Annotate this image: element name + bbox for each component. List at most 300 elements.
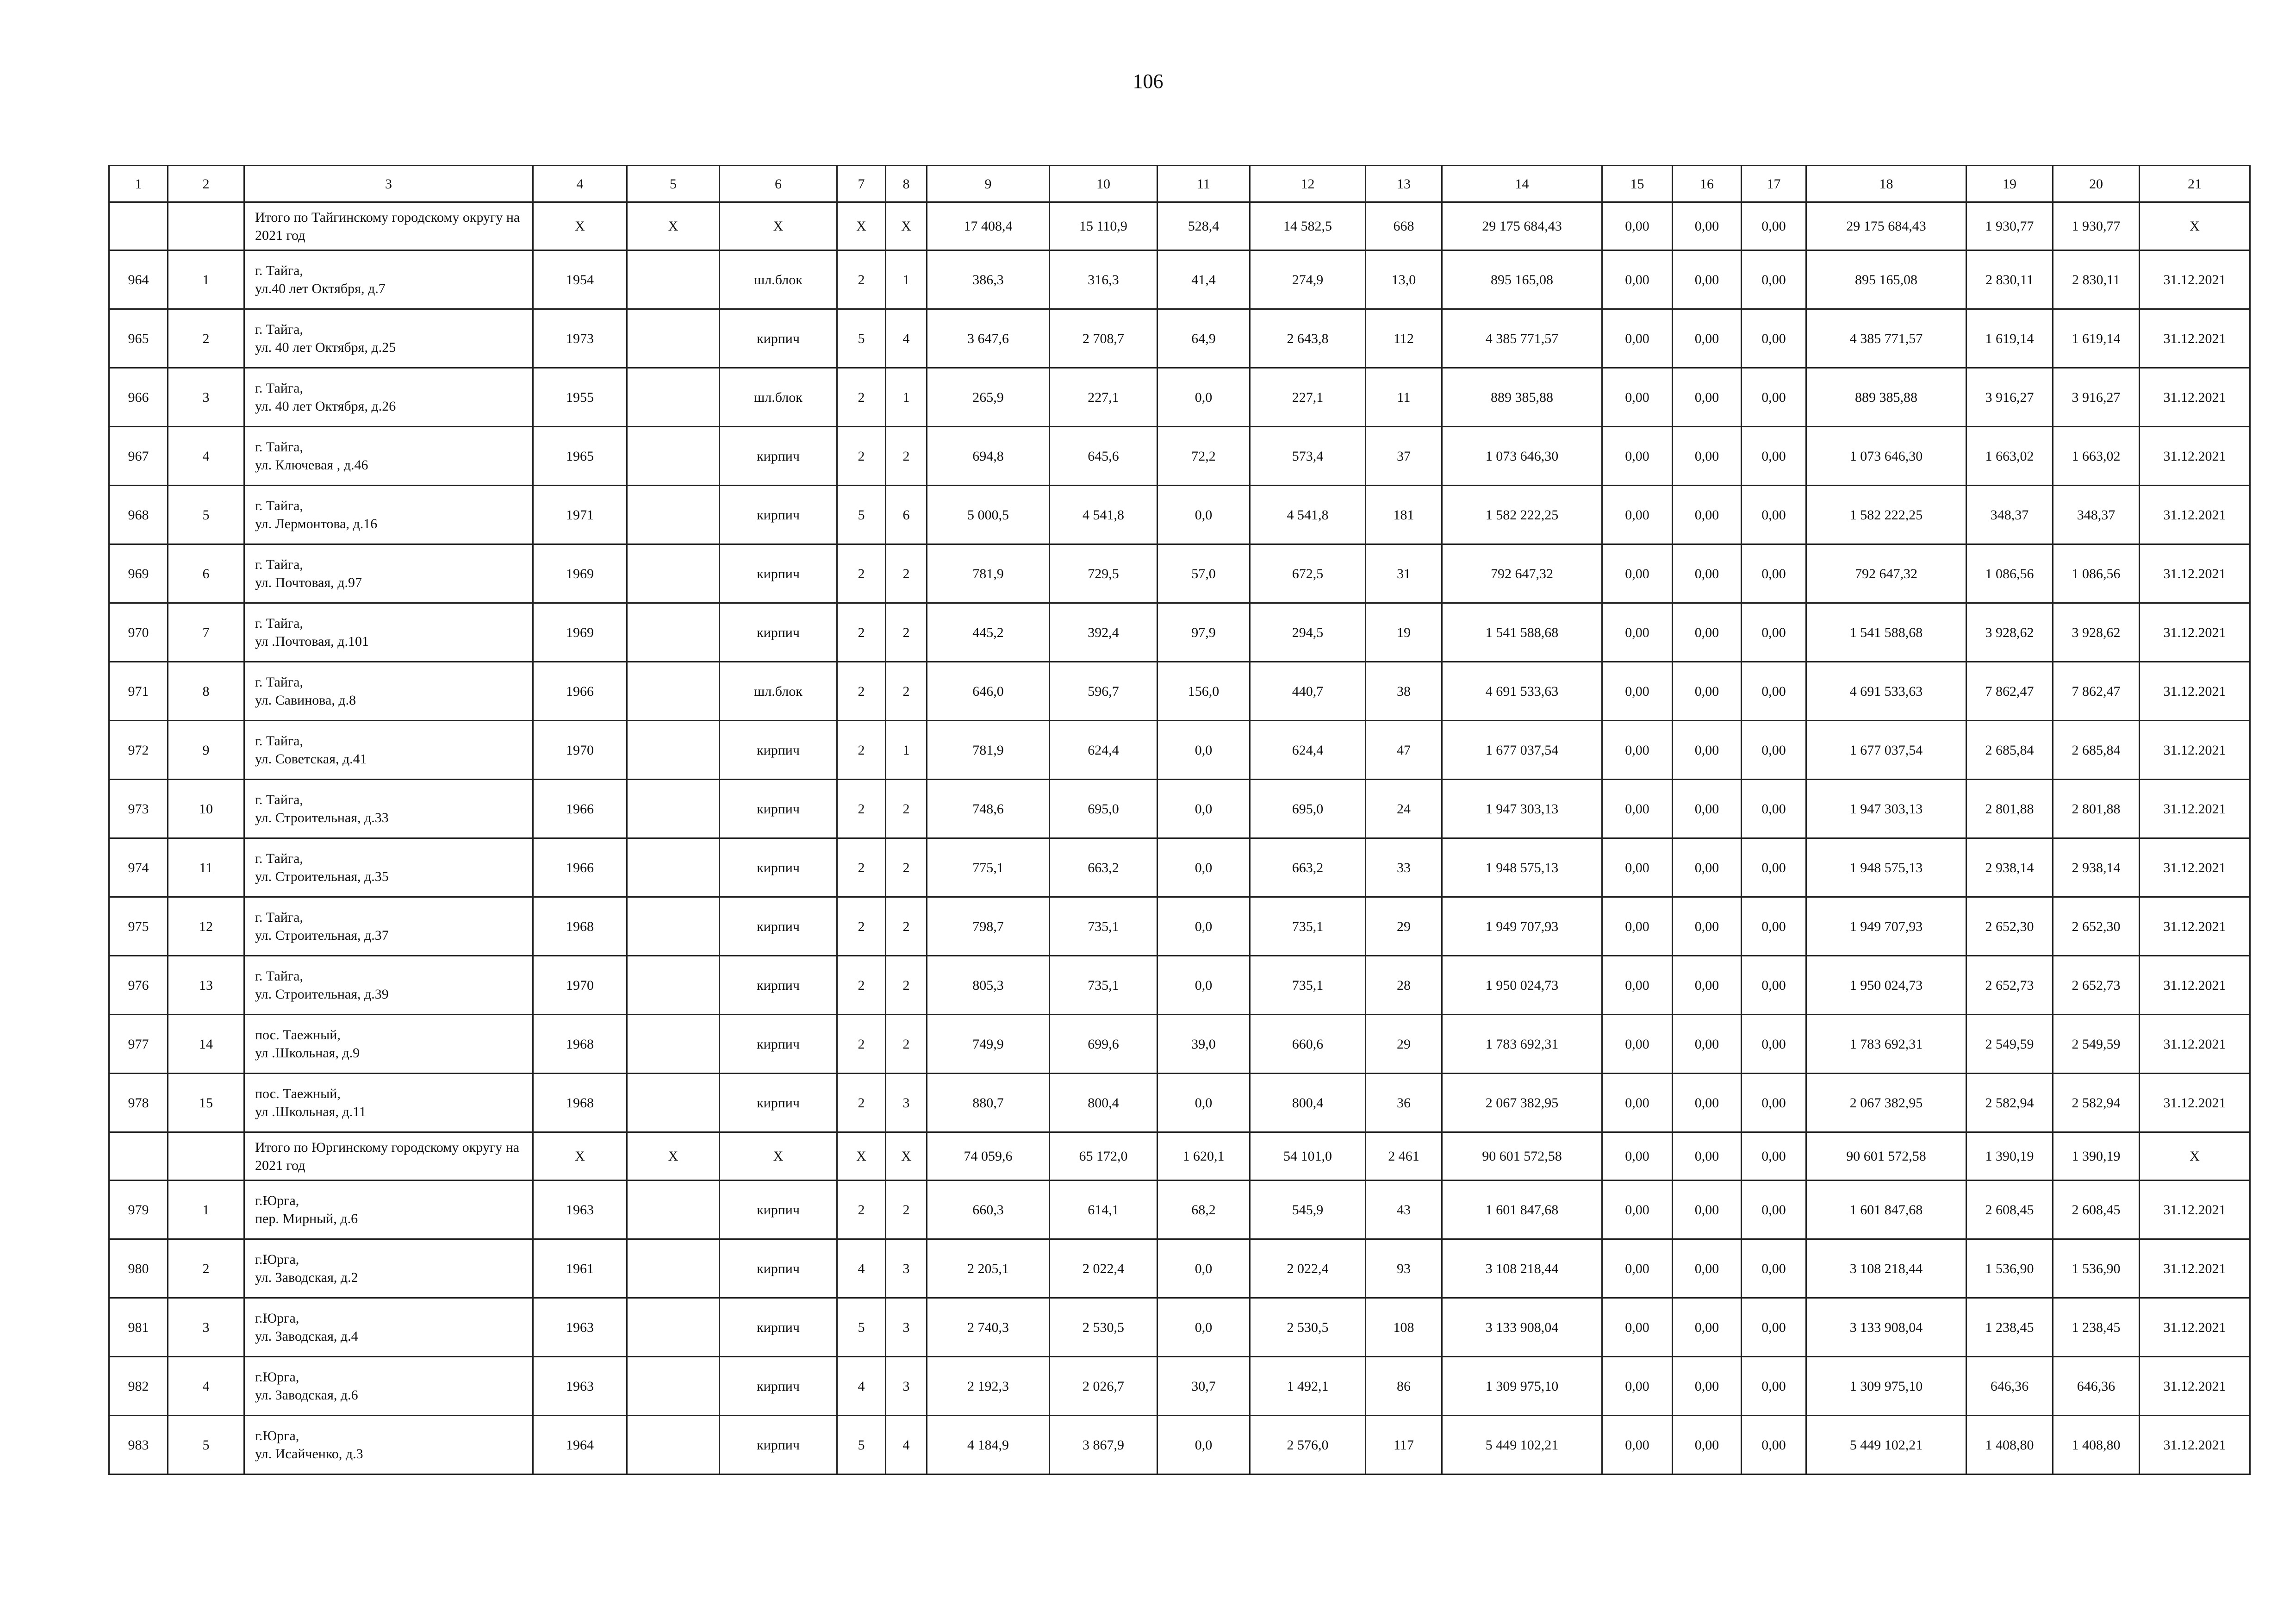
table-cell: 0,00	[1602, 721, 1673, 780]
table-cell: 980	[109, 1239, 168, 1298]
table-cell: 7 862,47	[2053, 662, 2140, 721]
table-cell: 735,1	[1250, 956, 1366, 1015]
table-cell: 0,00	[1742, 1298, 1806, 1357]
total-row	[109, 202, 2250, 250]
address-cell: г. Тайга, ул. Строительная, д.35	[244, 838, 533, 897]
table-cell: 36	[1366, 1074, 1442, 1132]
table-cell: 392,4	[1050, 603, 1157, 662]
table-row	[109, 897, 2250, 956]
table-cell: 0,00	[1742, 1074, 1806, 1132]
table-row	[109, 603, 2250, 662]
table-cell: 5 449 102,21	[1442, 1416, 1602, 1474]
table-cell: 1971	[533, 486, 627, 544]
table-cell: 2 608,45	[1966, 1181, 2053, 1239]
table-cell: 964	[109, 250, 168, 309]
table-cell	[627, 838, 720, 897]
table-cell: 2 938,14	[2053, 838, 2140, 897]
table-cell: 0,00	[1673, 427, 1742, 486]
table-cell: 1 948 575,13	[1442, 838, 1602, 897]
column-number-cell: 11	[1157, 166, 1250, 202]
table-cell: 14	[168, 1015, 244, 1074]
table-cell: 0,00	[1673, 309, 1742, 368]
table-cell: 181	[1366, 486, 1442, 544]
table-row	[109, 1181, 2250, 1239]
table-cell: X	[886, 1132, 927, 1181]
table-cell: 1 536,90	[1966, 1239, 2053, 1298]
table-cell: 1 309 975,10	[1442, 1357, 1602, 1416]
table-cell	[627, 1074, 720, 1132]
table-cell: кирпич	[720, 1239, 837, 1298]
table-cell: 0,00	[1742, 1015, 1806, 1074]
table-cell: 1963	[533, 1298, 627, 1357]
table-cell: 0,00	[1673, 662, 1742, 721]
table-cell: 4 691 533,63	[1442, 662, 1602, 721]
table-cell: 64,9	[1157, 309, 1250, 368]
table-cell	[627, 486, 720, 544]
table-cell: 1961	[533, 1239, 627, 1298]
table-cell: 624,4	[1050, 721, 1157, 780]
table-row	[109, 780, 2250, 838]
table-cell: 43	[1366, 1181, 1442, 1239]
table-cell: 0,00	[1673, 603, 1742, 662]
table-cell: 968	[109, 486, 168, 544]
table-cell: 573,4	[1250, 427, 1366, 486]
table-cell: 3	[168, 368, 244, 427]
table-cell: 0,00	[1602, 486, 1673, 544]
table-cell: 528,4	[1157, 202, 1250, 250]
table-cell: 1955	[533, 368, 627, 427]
table-cell: 2 652,73	[2053, 956, 2140, 1015]
column-number-cell: 13	[1366, 166, 1442, 202]
table-cell: 781,9	[927, 721, 1050, 780]
table-cell: шл.блок	[720, 368, 837, 427]
table-cell: кирпич	[720, 544, 837, 603]
table-cell	[627, 721, 720, 780]
table-cell: 0,0	[1157, 1416, 1250, 1474]
column-number-cell: 16	[1673, 166, 1742, 202]
table-cell: 30,7	[1157, 1357, 1250, 1416]
table-cell: 31.12.2021	[2140, 897, 2250, 956]
table-cell: 2 685,84	[2053, 721, 2140, 780]
table-cell: 748,6	[927, 780, 1050, 838]
table-cell: 72,2	[1157, 427, 1250, 486]
table-cell: 2 549,59	[1966, 1015, 2053, 1074]
address-cell: г. Тайга, ул.40 лет Октября, д.7	[244, 250, 533, 309]
table-cell: 2	[837, 662, 886, 721]
table-cell: 0,00	[1673, 1298, 1742, 1357]
table-cell: 1 238,45	[1966, 1298, 2053, 1357]
table-cell: 2 549,59	[2053, 1015, 2140, 1074]
table-cell: кирпич	[720, 1074, 837, 1132]
table-cell: 3 133 908,04	[1442, 1298, 1602, 1357]
column-number-cell: 8	[886, 166, 927, 202]
column-number-cell: 18	[1806, 166, 1966, 202]
table-cell: 2 022,4	[1250, 1239, 1366, 1298]
table-cell: 1 663,02	[2053, 427, 2140, 486]
table-cell: 729,5	[1050, 544, 1157, 603]
table-cell: 973	[109, 780, 168, 838]
table-cell	[627, 603, 720, 662]
table-cell: 7 862,47	[1966, 662, 2053, 721]
table-cell: X	[533, 1132, 627, 1181]
address-cell: г.Юрга, ул. Заводская, д.2	[244, 1239, 533, 1298]
table-cell: 0,00	[1673, 956, 1742, 1015]
table-cell: 28	[1366, 956, 1442, 1015]
total-row	[109, 1132, 2250, 1181]
table-cell: 4	[886, 309, 927, 368]
table-row	[109, 1239, 2250, 1298]
table-cell: 646,0	[927, 662, 1050, 721]
table-cell: 2 576,0	[1250, 1416, 1366, 1474]
table-cell: 1	[886, 721, 927, 780]
table-cell: 792 647,32	[1442, 544, 1602, 603]
table-cell: X	[720, 202, 837, 250]
table-cell: 2	[837, 368, 886, 427]
table-cell: 0,00	[1742, 838, 1806, 897]
table-cell	[168, 202, 244, 250]
table-cell: 624,4	[1250, 721, 1366, 780]
table-cell: 663,2	[1250, 838, 1366, 897]
table-cell: 0,00	[1602, 250, 1673, 309]
table-cell: 2 652,30	[2053, 897, 2140, 956]
table-cell: 0,00	[1673, 1357, 1742, 1416]
table-cell: 0,00	[1602, 1132, 1673, 1181]
table-cell: 2	[168, 309, 244, 368]
table-cell	[627, 956, 720, 1015]
table-cell: 1 582 222,25	[1806, 486, 1966, 544]
table-cell: 19	[1366, 603, 1442, 662]
table-cell: 2	[837, 603, 886, 662]
table-cell: 3	[886, 1239, 927, 1298]
table-cell: 29	[1366, 1015, 1442, 1074]
table-cell: 1 408,80	[2053, 1416, 2140, 1474]
table-cell: 5 000,5	[927, 486, 1050, 544]
table-cell: 0,00	[1602, 1416, 1673, 1474]
table-cell: 2	[168, 1239, 244, 1298]
table-cell: 1 930,77	[2053, 202, 2140, 250]
table-cell: 31.12.2021	[2140, 721, 2250, 780]
table-cell: 1 541 588,68	[1806, 603, 1966, 662]
table-cell: 31.12.2021	[2140, 1357, 2250, 1416]
table-cell: 3 916,27	[1966, 368, 2053, 427]
table-cell: 0,0	[1157, 1074, 1250, 1132]
table-cell: 1969	[533, 603, 627, 662]
table-cell: 0,00	[1673, 486, 1742, 544]
address-cell: г. Тайга, ул. Савинова, д.8	[244, 662, 533, 721]
table-cell: 1 947 303,13	[1442, 780, 1602, 838]
table-cell: 0,00	[1602, 1357, 1673, 1416]
table-row	[109, 544, 2250, 603]
table-cell: 1 086,56	[2053, 544, 2140, 603]
table-cell: 646,36	[2053, 1357, 2140, 1416]
table-cell: 274,9	[1250, 250, 1366, 309]
table-cell: 0,00	[1602, 838, 1673, 897]
table-cell: 2 022,4	[1050, 1239, 1157, 1298]
table-cell: 3 916,27	[2053, 368, 2140, 427]
table-cell: 31.12.2021	[2140, 309, 2250, 368]
table-cell: 646,36	[1966, 1357, 2053, 1416]
table-cell: 781,9	[927, 544, 1050, 603]
table-cell: 983	[109, 1416, 168, 1474]
table-cell: 0,00	[1742, 1239, 1806, 1298]
table-cell: кирпич	[720, 1416, 837, 1474]
table-cell	[627, 368, 720, 427]
table-cell: 2 830,11	[1966, 250, 2053, 309]
table-cell: 1 086,56	[1966, 544, 2053, 603]
table-cell: 11	[168, 838, 244, 897]
table-cell	[627, 1298, 720, 1357]
table-cell: 112	[1366, 309, 1442, 368]
table-cell: 1 950 024,73	[1442, 956, 1602, 1015]
table-cell: 0,00	[1673, 250, 1742, 309]
column-number-cell: 17	[1742, 166, 1806, 202]
table-cell: 0,00	[1602, 780, 1673, 838]
table-cell: 0,00	[1673, 838, 1742, 897]
table-cell: 5	[837, 1416, 886, 1474]
table-cell: 31.12.2021	[2140, 427, 2250, 486]
table-cell: 1 582 222,25	[1442, 486, 1602, 544]
table-cell: кирпич	[720, 1298, 837, 1357]
table-cell: 0,00	[1742, 309, 1806, 368]
address-cell: г. Тайга, ул. Строительная, д.37	[244, 897, 533, 956]
table-cell: 735,1	[1050, 897, 1157, 956]
table-cell: 348,37	[1966, 486, 2053, 544]
table-cell: 0,00	[1742, 250, 1806, 309]
address-cell: пос. Таежный, ул .Школьная, д.9	[244, 1015, 533, 1074]
table-cell: кирпич	[720, 956, 837, 1015]
table-cell: 975	[109, 897, 168, 956]
table-cell: 1 536,90	[2053, 1239, 2140, 1298]
table-cell: 2	[837, 427, 886, 486]
table-cell: 1966	[533, 662, 627, 721]
table-cell: 979	[109, 1181, 168, 1239]
table-cell: 645,6	[1050, 427, 1157, 486]
table-cell: 2 067 382,95	[1442, 1074, 1602, 1132]
table-cell: 5	[837, 486, 886, 544]
table-cell: 0,00	[1742, 603, 1806, 662]
table-cell: 2 026,7	[1050, 1357, 1157, 1416]
column-number-cell: 14	[1442, 166, 1602, 202]
table-cell: 0,00	[1673, 202, 1742, 250]
table-cell: 969	[109, 544, 168, 603]
table-cell: 2 608,45	[2053, 1181, 2140, 1239]
table-cell: 1 677 037,54	[1806, 721, 1966, 780]
table-cell: 596,7	[1050, 662, 1157, 721]
table-cell: 0,00	[1673, 1416, 1742, 1474]
table-cell: 792 647,32	[1806, 544, 1966, 603]
table-cell: X	[720, 1132, 837, 1181]
total-label-cell: Итого по Тайгинскому городскому округу на 2021 год	[244, 202, 533, 250]
table-cell: кирпич	[720, 1015, 837, 1074]
table-cell	[627, 250, 720, 309]
table-cell: 68,2	[1157, 1181, 1250, 1239]
table-cell: 0,00	[1742, 202, 1806, 250]
table-cell: 0,00	[1673, 368, 1742, 427]
table-cell: 29	[1366, 897, 1442, 956]
table-cell: 2	[837, 1015, 886, 1074]
table-cell: 895 165,08	[1442, 250, 1602, 309]
table-cell: 31.12.2021	[2140, 544, 2250, 603]
table-cell: 4	[837, 1357, 886, 1416]
table-cell: 31.12.2021	[2140, 603, 2250, 662]
table-cell: 1 073 646,30	[1806, 427, 1966, 486]
table-cell: 2	[886, 956, 927, 1015]
table-cell: 74 059,6	[927, 1132, 1050, 1181]
table-cell	[627, 897, 720, 956]
table-cell: 4 691 533,63	[1806, 662, 1966, 721]
table-cell: 386,3	[927, 250, 1050, 309]
table-cell: 2	[886, 1181, 927, 1239]
table-cell: 6	[886, 486, 927, 544]
table-cell: 0,0	[1157, 780, 1250, 838]
table-cell	[627, 662, 720, 721]
table-cell: 0,00	[1673, 721, 1742, 780]
table-cell	[109, 202, 168, 250]
column-number-cell: 15	[1602, 166, 1673, 202]
table-cell: 1 619,14	[2053, 309, 2140, 368]
table-cell: 0,00	[1673, 897, 1742, 956]
table-cell: 3	[886, 1074, 927, 1132]
table-cell: 294,5	[1250, 603, 1366, 662]
table-cell	[627, 780, 720, 838]
table-cell: кирпич	[720, 897, 837, 956]
column-number-cell: 21	[2140, 166, 2250, 202]
table-cell: 663,2	[1050, 838, 1157, 897]
table-cell: 0,00	[1602, 544, 1673, 603]
table-cell: 2 652,30	[1966, 897, 2053, 956]
table-row	[109, 486, 2250, 544]
table-cell: 2	[886, 662, 927, 721]
column-number-cell: 4	[533, 166, 627, 202]
table-cell: 974	[109, 838, 168, 897]
table-cell: 0,00	[1602, 1298, 1673, 1357]
address-cell: г. Тайга, ул. 40 лет Октября, д.25	[244, 309, 533, 368]
table-row	[109, 956, 2250, 1015]
table-cell: 12	[168, 897, 244, 956]
table-cell: 1 073 646,30	[1442, 427, 1602, 486]
table-cell: 0,00	[1742, 956, 1806, 1015]
table-cell: 2 708,7	[1050, 309, 1157, 368]
table-cell: 0,00	[1602, 1239, 1673, 1298]
column-number-cell: 19	[1966, 166, 2053, 202]
table-cell: 3	[886, 1357, 927, 1416]
table-cell: 5 449 102,21	[1806, 1416, 1966, 1474]
table-cell: 2	[886, 603, 927, 662]
table-cell: 31.12.2021	[2140, 250, 2250, 309]
table-cell	[168, 1132, 244, 1181]
table-row	[109, 1074, 2250, 1132]
table-cell: 699,6	[1050, 1015, 1157, 1074]
table-cell: 31.12.2021	[2140, 1239, 2250, 1298]
table-cell: 965	[109, 309, 168, 368]
table-cell: 31.12.2021	[2140, 1298, 2250, 1357]
table-cell: 1 620,1	[1157, 1132, 1250, 1181]
table-cell: 265,9	[927, 368, 1050, 427]
table-cell: 0,00	[1673, 1181, 1742, 1239]
table-cell: 1 948 575,13	[1806, 838, 1966, 897]
table-cell: 4 184,9	[927, 1416, 1050, 1474]
table-cell: 0,0	[1157, 1239, 1250, 1298]
table-cell: 13,0	[1366, 250, 1442, 309]
table-cell: 2 740,3	[927, 1298, 1050, 1357]
table-cell: 2	[886, 780, 927, 838]
table-cell: 0,00	[1602, 1074, 1673, 1132]
table-cell: 2 582,94	[1966, 1074, 2053, 1132]
table-cell: 2	[837, 544, 886, 603]
table-cell: 31.12.2021	[2140, 368, 2250, 427]
table-cell: 4	[168, 1357, 244, 1416]
table-cell: 976	[109, 956, 168, 1015]
address-cell: пос. Таежный, ул .Школьная, д.11	[244, 1074, 533, 1132]
table-cell: 4 385 771,57	[1442, 309, 1602, 368]
table-cell: 90 601 572,58	[1806, 1132, 1966, 1181]
table-cell: 117	[1366, 1416, 1442, 1474]
table-cell: 0,00	[1602, 897, 1673, 956]
table-cell: 545,9	[1250, 1181, 1366, 1239]
table-cell: 227,1	[1250, 368, 1366, 427]
table-row	[109, 427, 2250, 486]
table-cell: 1968	[533, 1074, 627, 1132]
table-cell: кирпич	[720, 1357, 837, 1416]
table-cell: 0,0	[1157, 721, 1250, 780]
table-cell: 15	[168, 1074, 244, 1132]
table-cell: 2 067 382,95	[1806, 1074, 1966, 1132]
table-cell: 0,00	[1673, 544, 1742, 603]
table-cell: 3 647,6	[927, 309, 1050, 368]
table-cell: 5	[168, 1416, 244, 1474]
table-cell: 227,1	[1050, 368, 1157, 427]
table-cell: 672,5	[1250, 544, 1366, 603]
table-cell: 348,37	[2053, 486, 2140, 544]
table-cell: 2	[837, 721, 886, 780]
table-cell: 0,00	[1742, 1416, 1806, 1474]
table-cell: X	[627, 202, 720, 250]
table-cell: 1 390,19	[1966, 1132, 2053, 1181]
table-cell: 805,3	[927, 956, 1050, 1015]
table-cell: 800,4	[1050, 1074, 1157, 1132]
table-cell: 0,00	[1602, 427, 1673, 486]
table-cell: 735,1	[1050, 956, 1157, 1015]
table-cell: 13	[168, 956, 244, 1015]
table-cell: 2 938,14	[1966, 838, 2053, 897]
table-cell: 2	[886, 838, 927, 897]
address-cell: г. Тайга, ул. Почтовая, д.97	[244, 544, 533, 603]
column-number-cell: 2	[168, 166, 244, 202]
table-row	[109, 662, 2250, 721]
table-cell: 31.12.2021	[2140, 662, 2250, 721]
table-cell: 31.12.2021	[2140, 838, 2250, 897]
housing-registry-table	[108, 165, 2251, 1475]
table-cell: 660,6	[1250, 1015, 1366, 1074]
table-cell: 889 385,88	[1442, 368, 1602, 427]
table-cell: 1 783 692,31	[1442, 1015, 1602, 1074]
address-cell: г.Юрга, ул. Заводская, д.4	[244, 1298, 533, 1357]
table-cell: 1 783 692,31	[1806, 1015, 1966, 1074]
table-cell: 2 643,8	[1250, 309, 1366, 368]
table-cell: 24	[1366, 780, 1442, 838]
table-cell: 1973	[533, 309, 627, 368]
column-number-cell: 5	[627, 166, 720, 202]
table-cell: 29 175 684,43	[1806, 202, 1966, 250]
table-cell: 695,0	[1050, 780, 1157, 838]
table-cell: 3 108 218,44	[1442, 1239, 1602, 1298]
table-cell: 1 677 037,54	[1442, 721, 1602, 780]
table-cell: 4 385 771,57	[1806, 309, 1966, 368]
table-cell	[627, 1357, 720, 1416]
table-cell: 4	[837, 1239, 886, 1298]
table-cell: 1968	[533, 897, 627, 956]
address-cell: г. Тайга, ул .Почтовая, д.101	[244, 603, 533, 662]
